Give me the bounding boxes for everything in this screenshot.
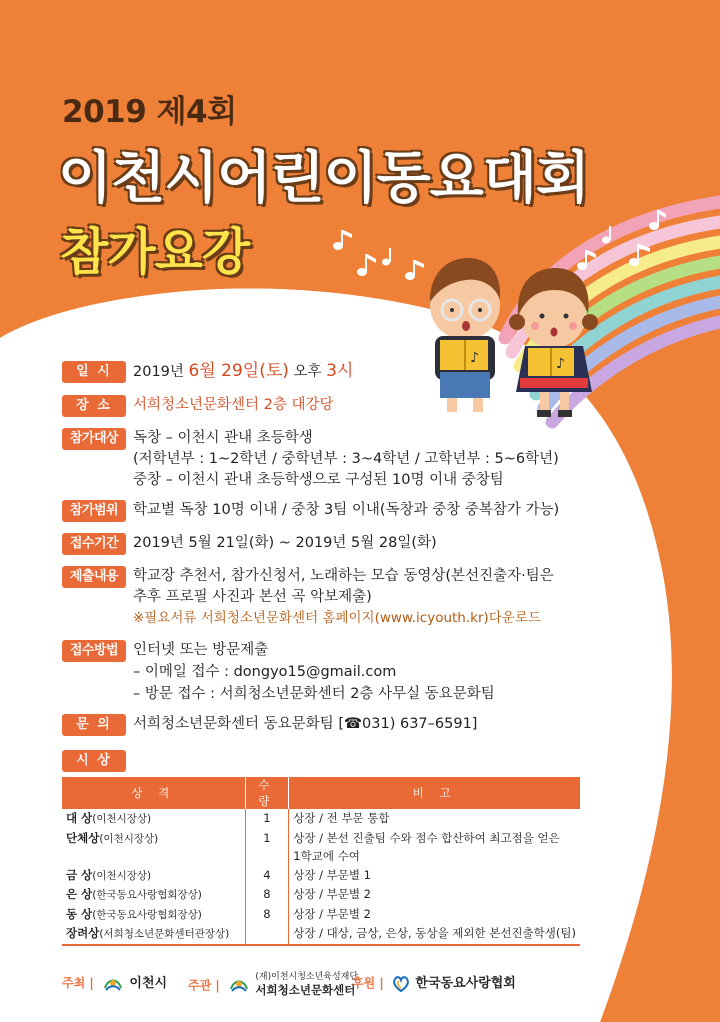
page-subtitle: 참가요강 (60, 223, 250, 281)
place-value: 서희청소년문화센터 2층 대강당 (133, 397, 334, 413)
date-year: 2019년 (133, 364, 189, 380)
date-value (133, 360, 353, 383)
method-line-2: – 이메일 접수 : dongyo15@gmail.com (133, 664, 397, 680)
svg-text:♪: ♪ (470, 350, 479, 366)
award-note: 상장 / 전 부문 통합 (293, 811, 390, 825)
scope-value: 학교별 독창 10명 이내 / 중창 3팀 이내(독창과 중창 중복참가 가능) (133, 502, 560, 518)
method-line-3: – 방문 접수 : 서희청소년문화센터 2층 사무실 동요문화팀 (133, 686, 495, 702)
awards-label: 시 상 (62, 750, 126, 772)
contact-label: 문 의 (62, 714, 126, 736)
award-name: 대 상(이천시장상) (66, 811, 152, 825)
award-name: 장려상(서희청소년문화센터관장상) (66, 926, 230, 940)
award-note: 상장 / 부문별 2 (293, 906, 371, 921)
organizer-name: 서희청소년문화센터 (255, 983, 356, 997)
awards-table (62, 777, 580, 946)
footer-host (62, 972, 167, 994)
boy-singing-illustration (430, 258, 500, 420)
scope-label: 참가범위 (62, 500, 126, 522)
awards-header-qty: 수 량 (245, 777, 289, 809)
host-name: 이천시 (129, 976, 168, 991)
host-label: 주최 | (62, 976, 94, 990)
award-note: 상장 / 대상, 금상, 은상, 동상을 제외한 본선진출학생(팀) (293, 926, 576, 940)
table-row (62, 885, 580, 905)
documents-label: 제출내용 (62, 566, 126, 588)
awards-header-note: 비 고 (289, 777, 580, 809)
organizer-label: 주관 | (188, 978, 220, 993)
table-row (62, 829, 580, 866)
eligibility-label: 참가대상 (62, 428, 126, 450)
date-time: 3시 (326, 361, 354, 381)
documents-note: ※필요서류 서희청소년문화센터 홈페이지(www.icyouth.kr)다운로드 (133, 610, 541, 626)
table-row (62, 809, 580, 829)
date-pm: 오후 (288, 364, 327, 380)
award-note: 상장 / 본선 진출팀 수와 점수 합산하여 최고점을 얻은 1학교에 수여 (293, 830, 560, 863)
eligibility-line-2: (저학년부 : 1~2학년 / 중학년부 : 3~4학년 / 고학년부 : 5~6학년) (133, 451, 559, 467)
award-qty: 1 (245, 829, 289, 866)
date-day: 6월 29일(토) (188, 361, 289, 381)
footer-sponsor (352, 972, 516, 992)
award-qty: 4 (245, 866, 289, 886)
footer-organizer (188, 972, 358, 998)
eligibility-line-3: 중창 – 이천시 관내 초등학생으로 구성된 10명 이내 중창팀 (133, 472, 504, 488)
method-label: 접수방법 (62, 640, 126, 662)
documents-line-2: 추후 프로필 사진과 본선 곡 악보제출) (133, 589, 372, 605)
icheon-logo-icon (102, 974, 124, 994)
table-row (62, 924, 580, 945)
sponsor-label: 후원 | (352, 976, 384, 990)
heart-logo-icon (392, 976, 410, 992)
award-name: 단체상(이천시장상) (66, 830, 159, 845)
award-qty (245, 924, 289, 945)
icheon-logo-icon (228, 975, 250, 995)
edition-year: 2019 제4회 (62, 94, 237, 130)
eligibility-line-1: 독창 – 이천시 관내 초등학생 (133, 430, 313, 446)
period-label: 접수기간 (62, 533, 126, 555)
svg-text:♪: ♪ (556, 356, 565, 372)
place-label: 장 소 (62, 395, 126, 417)
award-note: 상장 / 부문별 1 (293, 867, 371, 882)
award-note: 상장 / 부문별 2 (293, 887, 371, 901)
table-row (62, 905, 580, 925)
award-qty: 8 (245, 885, 289, 905)
contact-value: 서희청소년문화센터 동요문화팀 [☎031) 637–6591] (133, 716, 478, 732)
awards-header-grade: 상 격 (62, 777, 245, 809)
page-title: 이천시어린이동요대회 (58, 146, 589, 211)
documents-line-1: 학교장 추천서, 참가신청서, 노래하는 모습 동영상(본선진출자·팀은 (133, 568, 554, 584)
method-line-1: 인터넷 또는 방문제출 (133, 642, 269, 658)
award-name: 금 상(이천시장상) (66, 867, 152, 882)
award-name: 은 상(한국동요사랑협회장상) (66, 887, 202, 901)
date-label: 일 시 (62, 361, 126, 383)
awards-header-row (62, 777, 580, 809)
period-value: 2019년 5월 21일(화) ~ 2019년 5월 28일(화) (133, 535, 437, 551)
table-row (62, 866, 580, 886)
award-qty: 1 (245, 809, 289, 829)
sponsor-name: 한국동요사랑협회 (415, 976, 516, 991)
organizer-foundation: (재)이천시청소년육성재단 (255, 972, 359, 982)
award-qty: 8 (245, 905, 289, 925)
award-name: 동 상(한국동요사랑협회장상) (66, 906, 202, 921)
